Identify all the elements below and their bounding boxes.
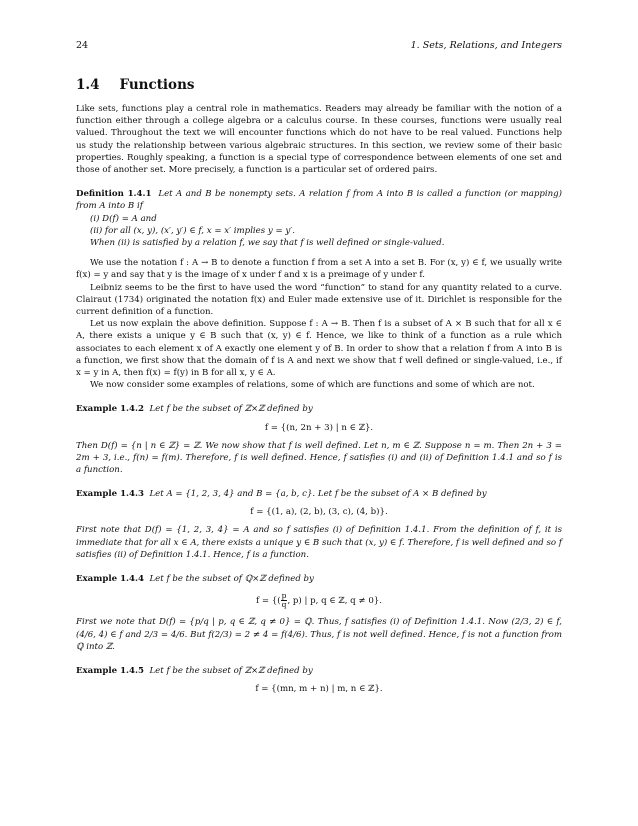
example-body: First we note that D(f) = {p/q | p, q ∈ ℤ, q ≠ 0} = ℚ. Thus, f satisfies (i) of Definition 1.4.1. Now (2/3, 2) ∈ f, (4/6, 4) ∈ f and 2/3 = 4/6. But f(2/3) = 2 ≠ 4 = f(4/6). Thus, f is not well defined. Hence, f is not a function from ℚ into ℤ. (76, 617, 562, 652)
example-statement: Let f be the subset of ℤ×ℤ defined by (149, 404, 313, 415)
example-1-4-5 (76, 665, 562, 694)
paragraph-examples-intro: We now consider some examples of relations, some of which are functions and some of which are not. (90, 380, 535, 391)
definition-item-2: (ii) for all (x, y), (x′, y′) ∈ f, x = x′ implies y = y′. (90, 225, 295, 236)
display-equation: f = {(1, a), (2, b), (3, c), (4, b)}. (250, 507, 388, 518)
paragraph-history: Leibniz seems to be the first to have used the word “function” to stand for any quantity related to a curve. Clairaut (1734) originated the notation f(x) and Euler made extensive use of it. Dirichlet is responsible for the current definition of a function. (76, 282, 562, 318)
paragraph-notation: We use the notation f : A → B to denote a function f from a set A into a set B. For (x, y) ∈ f, we usually write f(x) = y and say that y is the image of x under f and x is a preimage of y under f. (76, 258, 562, 281)
section-number: 1.4 (76, 77, 100, 93)
example-body: First note that D(f) = {1, 2, 3, 4} = A and so f satisfies (i) of Definition 1.4.1. From the definition of f, it is immediate that for all x ∈ A, there exists a unique y ∈ B such that (x, y) ∈ f. Therefore, f is well defined and so f satisfies (ii) of Definition 1.4.1. Hence, f is a function. (76, 525, 562, 560)
example-label: Example 1.4.3 (76, 489, 144, 500)
example-statement: Let f be the subset of ℚ×ℤ defined by (149, 574, 314, 585)
example-statement: Let f be the subset of ℤ×ℤ defined by (149, 665, 313, 676)
running-title: 1. Sets, Relations, and Integers (410, 40, 562, 51)
example-body: Then D(f) = {n | n ∈ ℤ} = ℤ. We now show that f is well defined. Let n, m ∈ ℤ. Suppose n = m. Then 2n + 3 = 2m + 3, i.e., f(n) = f(m). Therefore, f is well defined. Hence, f satisfies (i) and (ii) of Definition 1.4.1 and so f is a function. (76, 440, 562, 476)
paragraph-explanation: Let us now explain the above definition. Suppose f : A → B. Then f is a subset of A × B such that for all x ∈ A, there exists a unique y ∈ B such that (x, y) ∈ f. Hence, we like to think of a function as a rule which associates to each element x of A exactly one element y of B. In order to show that a relation f from A into B is a function, we first show that the domain of f is A and next we show that f well defined or single-valued, i.e., if x = y in A, then f(x) = f(y) in B for all x, y ∈ A. (76, 319, 562, 379)
section-heading (76, 77, 562, 93)
example-label: Example 1.4.2 (76, 404, 144, 415)
example-1-4-2 (76, 403, 562, 476)
definition-block (76, 188, 562, 249)
example-label: Example 1.4.4 (76, 574, 144, 585)
intro-paragraph: Like sets, functions play a central role in mathematics. Readers may already be familiar with the notion of a function either through a college algebra or a calculus course. In these courses, functions were usually real valued. Throughout the text we will encounter functions which do not have to be real valued. Functions help us study the relationship between various algebraic structures. In this section, we review some of their basic properties. Roughly speaking, a function is a special type of correspondence between elements of one set and those of another set. More precisely, a function is a particular set of ordered pairs. (76, 104, 562, 176)
definition-label: Definition 1.4.1 (76, 189, 152, 200)
example-1-4-4 (76, 573, 562, 653)
definition-closing: When (ii) is satisfied by a relation f, we say that f is well defined or single-valued. (90, 238, 445, 249)
display-equation: f = {( $\frac{p}{q}$ , p) | p, q ∈ ℤ, q ≠ 0}. (255, 591, 383, 610)
example-statement: Let A = {1, 2, 3, 4} and B = {a, b, c}. Let f be the subset of A × B defined by (149, 489, 487, 500)
display-equation: f = {(mn, m + n) | m, n ∈ ℤ}. (255, 684, 383, 695)
section-title: Functions (119, 77, 195, 93)
definition-item-1: (i) D(f) = A and (90, 213, 157, 224)
running-header (76, 40, 562, 51)
fraction: $\frac{p}{q}$ (281, 591, 287, 610)
example-1-4-3 (76, 488, 562, 561)
page (76, 40, 562, 701)
example-label: Example 1.4.5 (76, 665, 144, 676)
page-number: 24 (76, 40, 89, 51)
display-equation: f = {(n, 2n + 3) | n ∈ ℤ}. (264, 422, 374, 433)
definition-text: Let A and B be nonempty sets. A relation f from A into B is called a function (or mapping) from A into B if (76, 189, 563, 212)
